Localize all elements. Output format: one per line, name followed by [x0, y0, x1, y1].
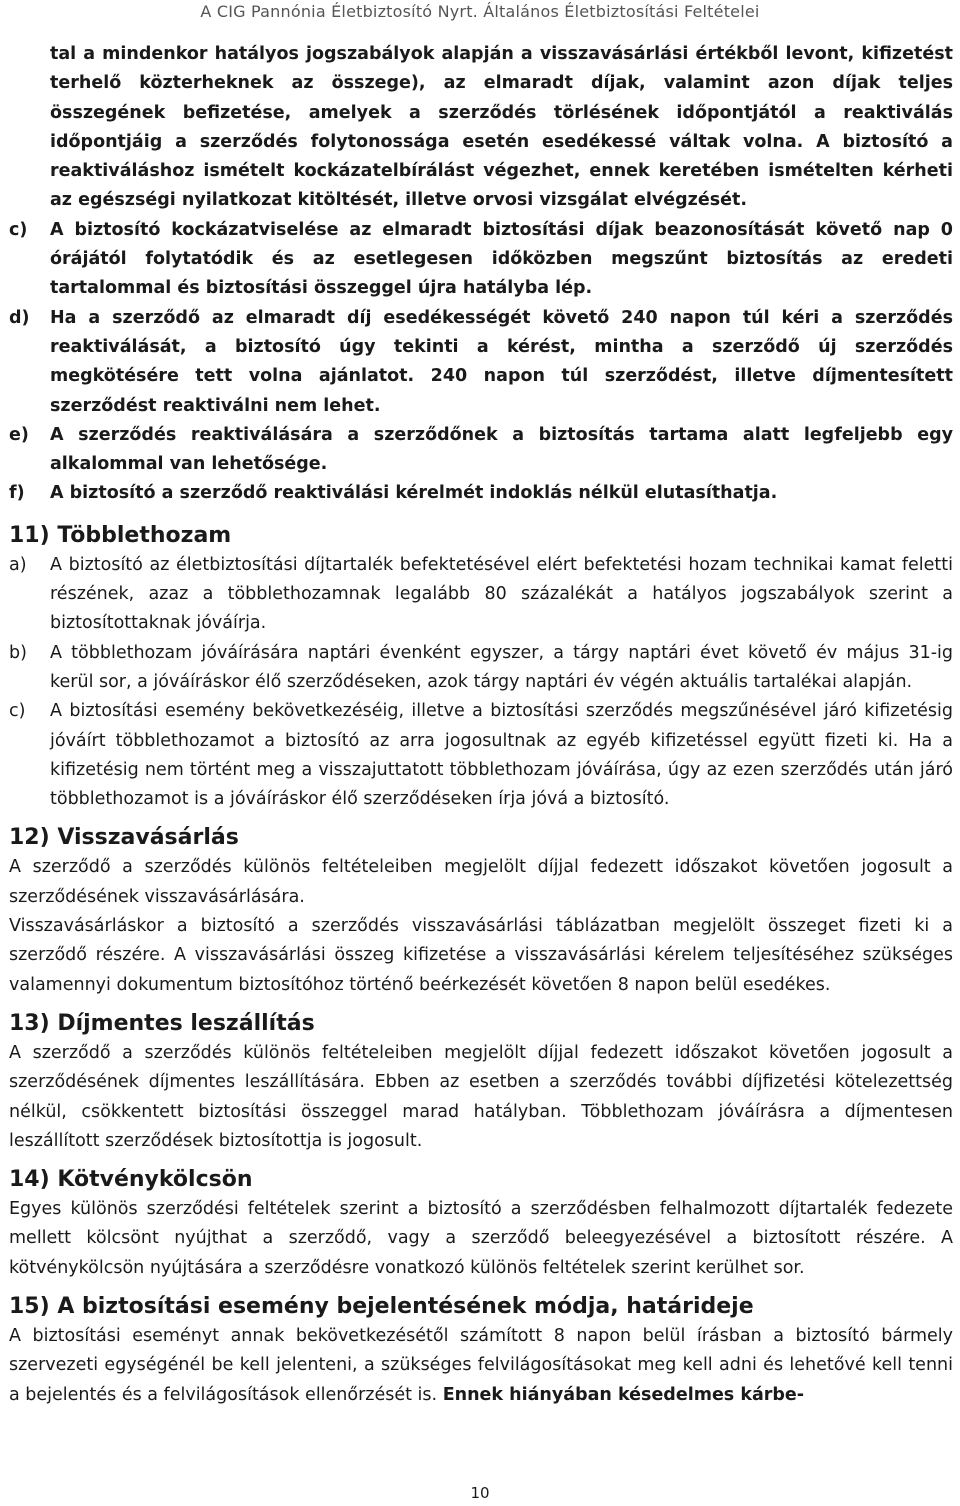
list-item	[9, 697, 953, 814]
list-item	[9, 216, 953, 304]
list-item-label: b)	[9, 642, 27, 663]
page-content	[9, 40, 953, 1410]
list-item-text: A biztosító a szerződő reaktiválási kérelmét indoklás nélkül elutasíthatja.	[50, 483, 778, 504]
running-header: A CIG Pannónia Életbiztosító Nyrt. Általános Életbiztosítási Feltételei	[200, 2, 760, 21]
continued-paragraph: tal a mindenkor hatályos jogszabályok alapján a visszavásárlási értékből levont, kifizetést terhelő közterheknek az összege), az elmaradt díjak, valamint azon díjak teljes összegének befizetése, amelyek a szerződés törlésének időpontjától a reaktiválás időpontjáig a szerződés folytonossága esetén esedékessé váltak volna. A biztosító a reaktiváláshoz ismételt kockázatelbírálást végezhet, ennek keretében ismételten kérheti az egészségi nyilatkozat kitöltését, illetve orvosi vizsgálat elvégzését.	[50, 44, 953, 211]
claim-notification-text: A biztosítási eseményt annak bekövetkezésétől számított 8 napon belül írásban a biztosító bármely szervezeti egységénél be kell jelenteni, a szükséges felvilágosításokat meg kell adni és lehetővé kell tenni a bejelentés és a felvilágosítások ellenőrzését is.	[9, 1325, 953, 1405]
list-item-label: c)	[9, 701, 26, 722]
list-item-label: d)	[9, 307, 30, 328]
list-item-label: e)	[9, 424, 29, 445]
policy-loan-paragraph: Egyes különös szerződési feltételek szerint a biztosító a szerződésben felhalmozott díjtartalék fedezete mellett kölcsönt nyújthat a szerződő, vagy a szerződő beleegyezésével a biztosított részére. A kötvénykölcsön nyújtására a szerződésre vonatkozó különös feltételek szerint kerülhet sor.	[9, 1199, 953, 1278]
section-heading-claim-notification: 15) A biztosítási esemény bejelentésének módja, határideje	[9, 1293, 754, 1319]
list-item-text: A biztosító kockázatviselése az elmaradt biztosítási díjak beazonosítását követő nap 0 órájától folytatódik és az esetlegesen időközben megszűnt biztosítás az eredeti tartalommal és biztosítási összeggel újra hatályba lép.	[50, 219, 953, 299]
list-item-text: A többlethozam jóváírására naptári évenként egyszer, a tárgy naptári évet követő év május 31-ig kerül sor, a jóváíráskor élő szerződéseken, azok tárgy naptári év végén aktuális tartalékai alapján.	[50, 642, 953, 692]
surplus-yield-section	[9, 551, 953, 815]
list-item	[9, 639, 953, 698]
list-item-text: A szerződés reaktiválására a szerződőnek a biztosítás tartama alatt legfeljebb egy alkalommal van lehetősége.	[50, 424, 953, 475]
paid-up-paragraph: A szerződő a szerződés különös feltételeiben megjelölt díjjal fedezett időszakot követően jogosult a szerződésének díjmentes leszállítására. Ebben az esetben a szerződés további díjfizetési kötelezettség nélkül, csökkentett biztosítási összeggel marad hatályban. Többlethozam jóváírásra a díjmentesen leszállított szerződések biztosítottja is jogosult.	[9, 1042, 953, 1151]
list-item	[9, 479, 953, 508]
list-item-text: A biztosító az életbiztosítási díjtartalék befektetésével elért befektetési hozam technikai kamat feletti részének, azaz a többlethozamnak legalább 80 százalékát a hatályos jogszabályok szerint a biztosítottaknak jóváírja.	[50, 554, 953, 634]
surrender-paragraph: A szerződő a szerződés különös feltételeiben megjelölt díjjal fedezett időszakot követően jogosult a szerződésének visszavásárlására.	[9, 857, 953, 907]
section-heading-surplus-yield: 11) Többlethozam	[9, 522, 232, 548]
claim-notification-bold-tail: Ennek hiányában késedelmes kárbe-	[442, 1384, 805, 1405]
page-number: 10	[470, 1484, 490, 1502]
list-item-text: A biztosítási esemény bekövetkezéséig, illetve a biztosítási szerződés megszűnésével járó kifizetésig jóváírt többlethozamot a biztosító az arra jogosultnak az egyéb kifizetéssel együtt fizeti ki. Ha a kifizetésig nem történt meg a visszajuttatott többlethozam jóváírása, úgy az ezen szerződés után járó többlethozamot is a jóváíráskor élő szerződéseken írja jóvá a biztosító.	[50, 701, 953, 810]
list-item-label: c)	[9, 219, 28, 240]
surrender-paragraph: Visszavásárláskor a biztosító a szerződés visszavásárlási táblázatban megjelölt összeget fizeti ki a szerződő részére. A visszavásárlási összeg kifizetése a visszavásárlási kérelem teljesítéséhez szükséges valamennyi dokumentum biztosítóhoz történő beérkezését követően 8 napon belül esedékes.	[9, 916, 953, 995]
list-item-text: Ha a szerződő az elmaradt díj esedékességét követő 240 napon túl kéri a szerződés reaktiválását, a biztosító úgy tekinti a kérést, mintha a szerződő új szerződés megkötésére tett volna ajánlatot. 240 napon túl szerződést, illetve díjmentesített szerződést reaktiválni nem lehet.	[50, 307, 953, 416]
section-heading-policy-loan: 14) Kötvénykölcsön	[9, 1167, 253, 1193]
reactivation-section-continued	[9, 40, 953, 509]
list-item	[9, 421, 953, 480]
section-heading-paid-up: 13) Díjmentes leszállítás	[9, 1010, 315, 1036]
list-item	[9, 551, 953, 639]
list-item	[9, 304, 953, 421]
section-heading-surrender: 12) Visszavásárlás	[9, 825, 239, 851]
claim-notification-paragraph	[9, 1322, 953, 1410]
list-item-label: f)	[9, 483, 25, 504]
list-item-label: a)	[9, 554, 27, 575]
